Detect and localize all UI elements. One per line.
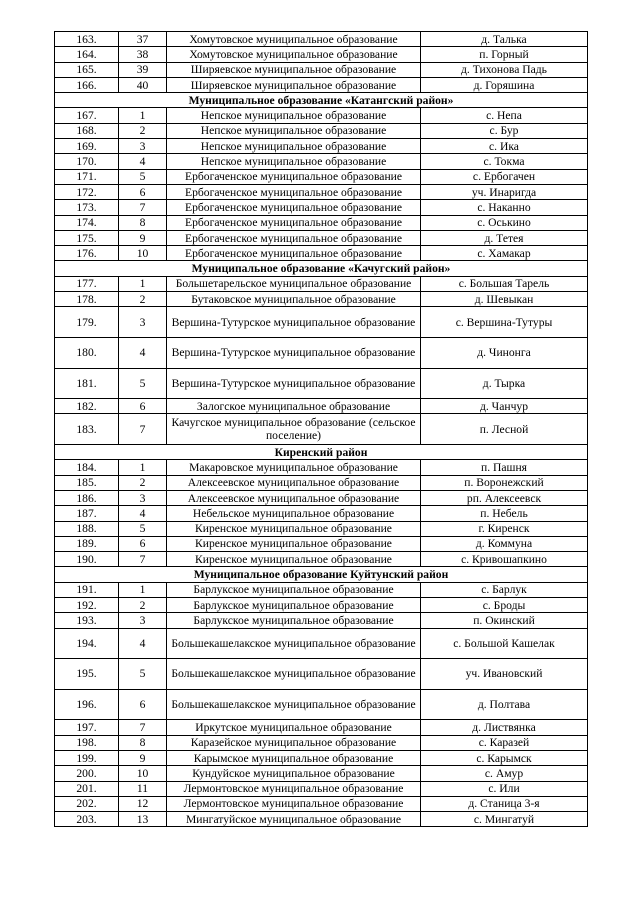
settlement-name: с. Ика xyxy=(421,139,588,154)
row-number: 186. xyxy=(55,490,119,505)
table-row xyxy=(55,77,588,92)
table-row xyxy=(55,628,588,659)
table-row xyxy=(55,812,588,827)
municipality-name: Кундуйское муниципальное образование xyxy=(167,766,421,781)
table-row xyxy=(55,414,588,445)
settlement-name: п. Пашня xyxy=(421,460,588,475)
section-header-row xyxy=(55,445,588,460)
local-number: 6 xyxy=(119,689,167,720)
row-number: 193. xyxy=(55,613,119,628)
row-number: 168. xyxy=(55,123,119,138)
table-row xyxy=(55,689,588,720)
table-row xyxy=(55,368,588,399)
settlement-name: с. Вершина-Тутуры xyxy=(421,307,588,338)
settlement-name: с. Или xyxy=(421,781,588,796)
municipality-name: Ербогаченское муниципальное образование xyxy=(167,246,421,261)
table-row xyxy=(55,506,588,521)
table-row xyxy=(55,246,588,261)
local-number: 1 xyxy=(119,108,167,123)
table-row xyxy=(55,230,588,245)
municipality-name: Бутаковское муниципальное образование xyxy=(167,292,421,307)
municipality-name: Небельское муниципальное образование xyxy=(167,506,421,521)
row-number: 165. xyxy=(55,62,119,77)
settlement-name: п. Горный xyxy=(421,47,588,62)
municipality-name: Киренское муниципальное образование xyxy=(167,552,421,567)
row-number: 187. xyxy=(55,506,119,521)
local-number: 9 xyxy=(119,230,167,245)
municipality-name: Большетарельское муниципальное образование xyxy=(167,276,421,291)
row-number: 176. xyxy=(55,246,119,261)
local-number: 37 xyxy=(119,32,167,47)
local-number: 5 xyxy=(119,659,167,690)
settlement-name: уч. Инаригда xyxy=(421,184,588,199)
local-number: 6 xyxy=(119,184,167,199)
settlement-name: д. Горяшина xyxy=(421,77,588,92)
municipality-name: Барлукское муниципальное образование xyxy=(167,613,421,628)
settlement-name: с. Непа xyxy=(421,108,588,123)
settlement-name: д. Чинонга xyxy=(421,337,588,368)
settlement-name: п. Лесной xyxy=(421,414,588,445)
local-number: 4 xyxy=(119,628,167,659)
local-number: 38 xyxy=(119,47,167,62)
row-number: 174. xyxy=(55,215,119,230)
local-number: 4 xyxy=(119,337,167,368)
section-title: Муниципальное образование «Качугский район» xyxy=(55,261,588,276)
settlement-name: д. Станица 3-я xyxy=(421,796,588,811)
row-number: 190. xyxy=(55,552,119,567)
municipality-name: Макаровское муниципальное образование xyxy=(167,460,421,475)
municipality-name: Ербогаченское муниципальное образование xyxy=(167,215,421,230)
local-number: 1 xyxy=(119,276,167,291)
table-row xyxy=(55,139,588,154)
municipality-name: Хомутовское муниципальное образование xyxy=(167,47,421,62)
row-number: 200. xyxy=(55,766,119,781)
municipality-name: Большекашелакское муниципальное образование xyxy=(167,659,421,690)
local-number: 4 xyxy=(119,154,167,169)
section-header-row xyxy=(55,567,588,582)
row-number: 196. xyxy=(55,689,119,720)
table-row xyxy=(55,552,588,567)
municipality-name: Ербогаченское муниципальное образование xyxy=(167,200,421,215)
settlement-name: с. Бур xyxy=(421,123,588,138)
table-row xyxy=(55,47,588,62)
table-row xyxy=(55,292,588,307)
settlement-name: п. Воронежский xyxy=(421,475,588,490)
settlement-name: д. Листвянка xyxy=(421,720,588,735)
municipality-name: Барлукское муниципальное образование xyxy=(167,597,421,612)
row-number: 177. xyxy=(55,276,119,291)
municipality-name: Большекашелакское муниципальное образование xyxy=(167,628,421,659)
row-number: 184. xyxy=(55,460,119,475)
row-number: 199. xyxy=(55,750,119,765)
local-number: 1 xyxy=(119,582,167,597)
local-number: 3 xyxy=(119,139,167,154)
table-row xyxy=(55,276,588,291)
row-number: 188. xyxy=(55,521,119,536)
municipality-name: Непское муниципальное образование xyxy=(167,154,421,169)
table-row xyxy=(55,720,588,735)
local-number: 2 xyxy=(119,123,167,138)
municipality-name: Ербогаченское муниципальное образование xyxy=(167,184,421,199)
local-number: 7 xyxy=(119,720,167,735)
local-number: 1 xyxy=(119,460,167,475)
table-row xyxy=(55,597,588,612)
municipality-name: Алексеевское муниципальное образование xyxy=(167,475,421,490)
row-number: 173. xyxy=(55,200,119,215)
row-number: 183. xyxy=(55,414,119,445)
section-title: Муниципальное образование «Катангский район» xyxy=(55,93,588,108)
local-number: 2 xyxy=(119,292,167,307)
settlement-name: г. Киренск xyxy=(421,521,588,536)
table-row xyxy=(55,490,588,505)
row-number: 194. xyxy=(55,628,119,659)
table-row xyxy=(55,735,588,750)
row-number: 167. xyxy=(55,108,119,123)
row-number: 191. xyxy=(55,582,119,597)
municipality-name: Лермонтовское муниципальное образование xyxy=(167,781,421,796)
municipality-name: Вершина-Тутурское муниципальное образование xyxy=(167,307,421,338)
table-row xyxy=(55,536,588,551)
section-header-row xyxy=(55,93,588,108)
settlement-name: с. Токма xyxy=(421,154,588,169)
local-number: 39 xyxy=(119,62,167,77)
row-number: 192. xyxy=(55,597,119,612)
municipality-name: Каразейское муниципальное образование xyxy=(167,735,421,750)
municipality-name: Большекашелакское муниципальное образование xyxy=(167,689,421,720)
municipality-name: Качугское муниципальное образование (сельское поселение) xyxy=(167,414,421,445)
municipality-name: Непское муниципальное образование xyxy=(167,108,421,123)
table-row xyxy=(55,62,588,77)
section-title: Муниципальное образование Куйтунский район xyxy=(55,567,588,582)
row-number: 163. xyxy=(55,32,119,47)
local-number: 13 xyxy=(119,812,167,827)
table-body xyxy=(55,32,588,827)
table-row xyxy=(55,108,588,123)
settlement-name: д. Талька xyxy=(421,32,588,47)
table-row xyxy=(55,154,588,169)
table-row xyxy=(55,460,588,475)
table-row xyxy=(55,123,588,138)
table-row xyxy=(55,750,588,765)
local-number: 7 xyxy=(119,552,167,567)
table-row xyxy=(55,32,588,47)
settlement-name: п. Небель xyxy=(421,506,588,521)
settlement-name: д. Тырка xyxy=(421,368,588,399)
municipality-name: Киренское муниципальное образование xyxy=(167,521,421,536)
local-number: 11 xyxy=(119,781,167,796)
row-number: 179. xyxy=(55,307,119,338)
settlement-name: с. Большой Кашелак xyxy=(421,628,588,659)
table-row xyxy=(55,613,588,628)
row-number: 195. xyxy=(55,659,119,690)
row-number: 181. xyxy=(55,368,119,399)
table-row xyxy=(55,184,588,199)
municipality-name: Непское муниципальное образование xyxy=(167,139,421,154)
municipality-name: Лермонтовское муниципальное образование xyxy=(167,796,421,811)
table-row xyxy=(55,169,588,184)
settlement-name: д. Тетея xyxy=(421,230,588,245)
row-number: 175. xyxy=(55,230,119,245)
settlement-name: с. Каразей xyxy=(421,735,588,750)
section-title: Киренский район xyxy=(55,445,588,460)
local-number: 3 xyxy=(119,613,167,628)
municipality-name: Барлукское муниципальное образование xyxy=(167,582,421,597)
local-number: 4 xyxy=(119,506,167,521)
table-row xyxy=(55,475,588,490)
table-row xyxy=(55,307,588,338)
section-header-row xyxy=(55,261,588,276)
table-row xyxy=(55,582,588,597)
local-number: 7 xyxy=(119,200,167,215)
municipality-name: Иркутское муниципальное образование xyxy=(167,720,421,735)
municipality-name: Карымское муниципальное образование xyxy=(167,750,421,765)
municipality-name: Вершина-Тутурское муниципальное образование xyxy=(167,368,421,399)
settlement-name: д. Полтава xyxy=(421,689,588,720)
row-number: 198. xyxy=(55,735,119,750)
row-number: 169. xyxy=(55,139,119,154)
municipality-name: Вершина-Тутурское муниципальное образование xyxy=(167,337,421,368)
local-number: 3 xyxy=(119,307,167,338)
settlement-name: д. Коммуна xyxy=(421,536,588,551)
settlement-name: с. Барлук xyxy=(421,582,588,597)
settlement-name: с. Наканно xyxy=(421,200,588,215)
row-number: 189. xyxy=(55,536,119,551)
local-number: 10 xyxy=(119,246,167,261)
local-number: 2 xyxy=(119,597,167,612)
local-number: 6 xyxy=(119,536,167,551)
row-number: 202. xyxy=(55,796,119,811)
row-number: 170. xyxy=(55,154,119,169)
row-number: 180. xyxy=(55,337,119,368)
table-row xyxy=(55,781,588,796)
local-number: 5 xyxy=(119,169,167,184)
municipality-name: Залогское муниципальное образование xyxy=(167,399,421,414)
settlement-name: с. Карымск xyxy=(421,750,588,765)
table-row xyxy=(55,215,588,230)
local-number: 9 xyxy=(119,750,167,765)
row-number: 197. xyxy=(55,720,119,735)
municipality-name: Ербогаченское муниципальное образование xyxy=(167,230,421,245)
settlement-name: д. Тихонова Падь xyxy=(421,62,588,77)
row-number: 182. xyxy=(55,399,119,414)
municipality-name: Ширяевское муниципальное образование xyxy=(167,77,421,92)
table-row xyxy=(55,659,588,690)
settlement-name: уч. Ивановский xyxy=(421,659,588,690)
row-number: 203. xyxy=(55,812,119,827)
settlement-name: д. Шевыкан xyxy=(421,292,588,307)
table-row xyxy=(55,766,588,781)
local-number: 3 xyxy=(119,490,167,505)
local-number: 5 xyxy=(119,368,167,399)
settlement-name: с. Большая Тарель xyxy=(421,276,588,291)
local-number: 7 xyxy=(119,414,167,445)
local-number: 5 xyxy=(119,521,167,536)
table-row xyxy=(55,399,588,414)
local-number: 10 xyxy=(119,766,167,781)
municipality-name: Алексеевское муниципальное образование xyxy=(167,490,421,505)
local-number: 8 xyxy=(119,735,167,750)
row-number: 171. xyxy=(55,169,119,184)
local-number: 8 xyxy=(119,215,167,230)
row-number: 178. xyxy=(55,292,119,307)
municipality-name: Ербогаченское муниципальное образование xyxy=(167,169,421,184)
settlements-table xyxy=(54,31,588,827)
municipality-name: Непское муниципальное образование xyxy=(167,123,421,138)
settlement-name: рп. Алексеевск xyxy=(421,490,588,505)
local-number: 40 xyxy=(119,77,167,92)
settlement-name: с. Ербогачен xyxy=(421,169,588,184)
settlement-name: с. Кривошапкино xyxy=(421,552,588,567)
row-number: 201. xyxy=(55,781,119,796)
settlement-name: с. Броды xyxy=(421,597,588,612)
local-number: 6 xyxy=(119,399,167,414)
table-row xyxy=(55,200,588,215)
table-row xyxy=(55,521,588,536)
local-number: 12 xyxy=(119,796,167,811)
settlement-name: с. Амур xyxy=(421,766,588,781)
row-number: 185. xyxy=(55,475,119,490)
row-number: 164. xyxy=(55,47,119,62)
settlement-name: п. Окинский xyxy=(421,613,588,628)
settlement-name: с. Оськино xyxy=(421,215,588,230)
settlement-name: с. Хамакар xyxy=(421,246,588,261)
row-number: 166. xyxy=(55,77,119,92)
local-number: 2 xyxy=(119,475,167,490)
municipality-name: Мингатуйское муниципальное образование xyxy=(167,812,421,827)
settlement-name: с. Мингатуй xyxy=(421,812,588,827)
table-row xyxy=(55,796,588,811)
table-row xyxy=(55,337,588,368)
municipality-name: Хомутовское муниципальное образование xyxy=(167,32,421,47)
municipality-name: Киренское муниципальное образование xyxy=(167,536,421,551)
settlement-name: д. Чанчур xyxy=(421,399,588,414)
row-number: 172. xyxy=(55,184,119,199)
municipality-name: Ширяевское муниципальное образование xyxy=(167,62,421,77)
